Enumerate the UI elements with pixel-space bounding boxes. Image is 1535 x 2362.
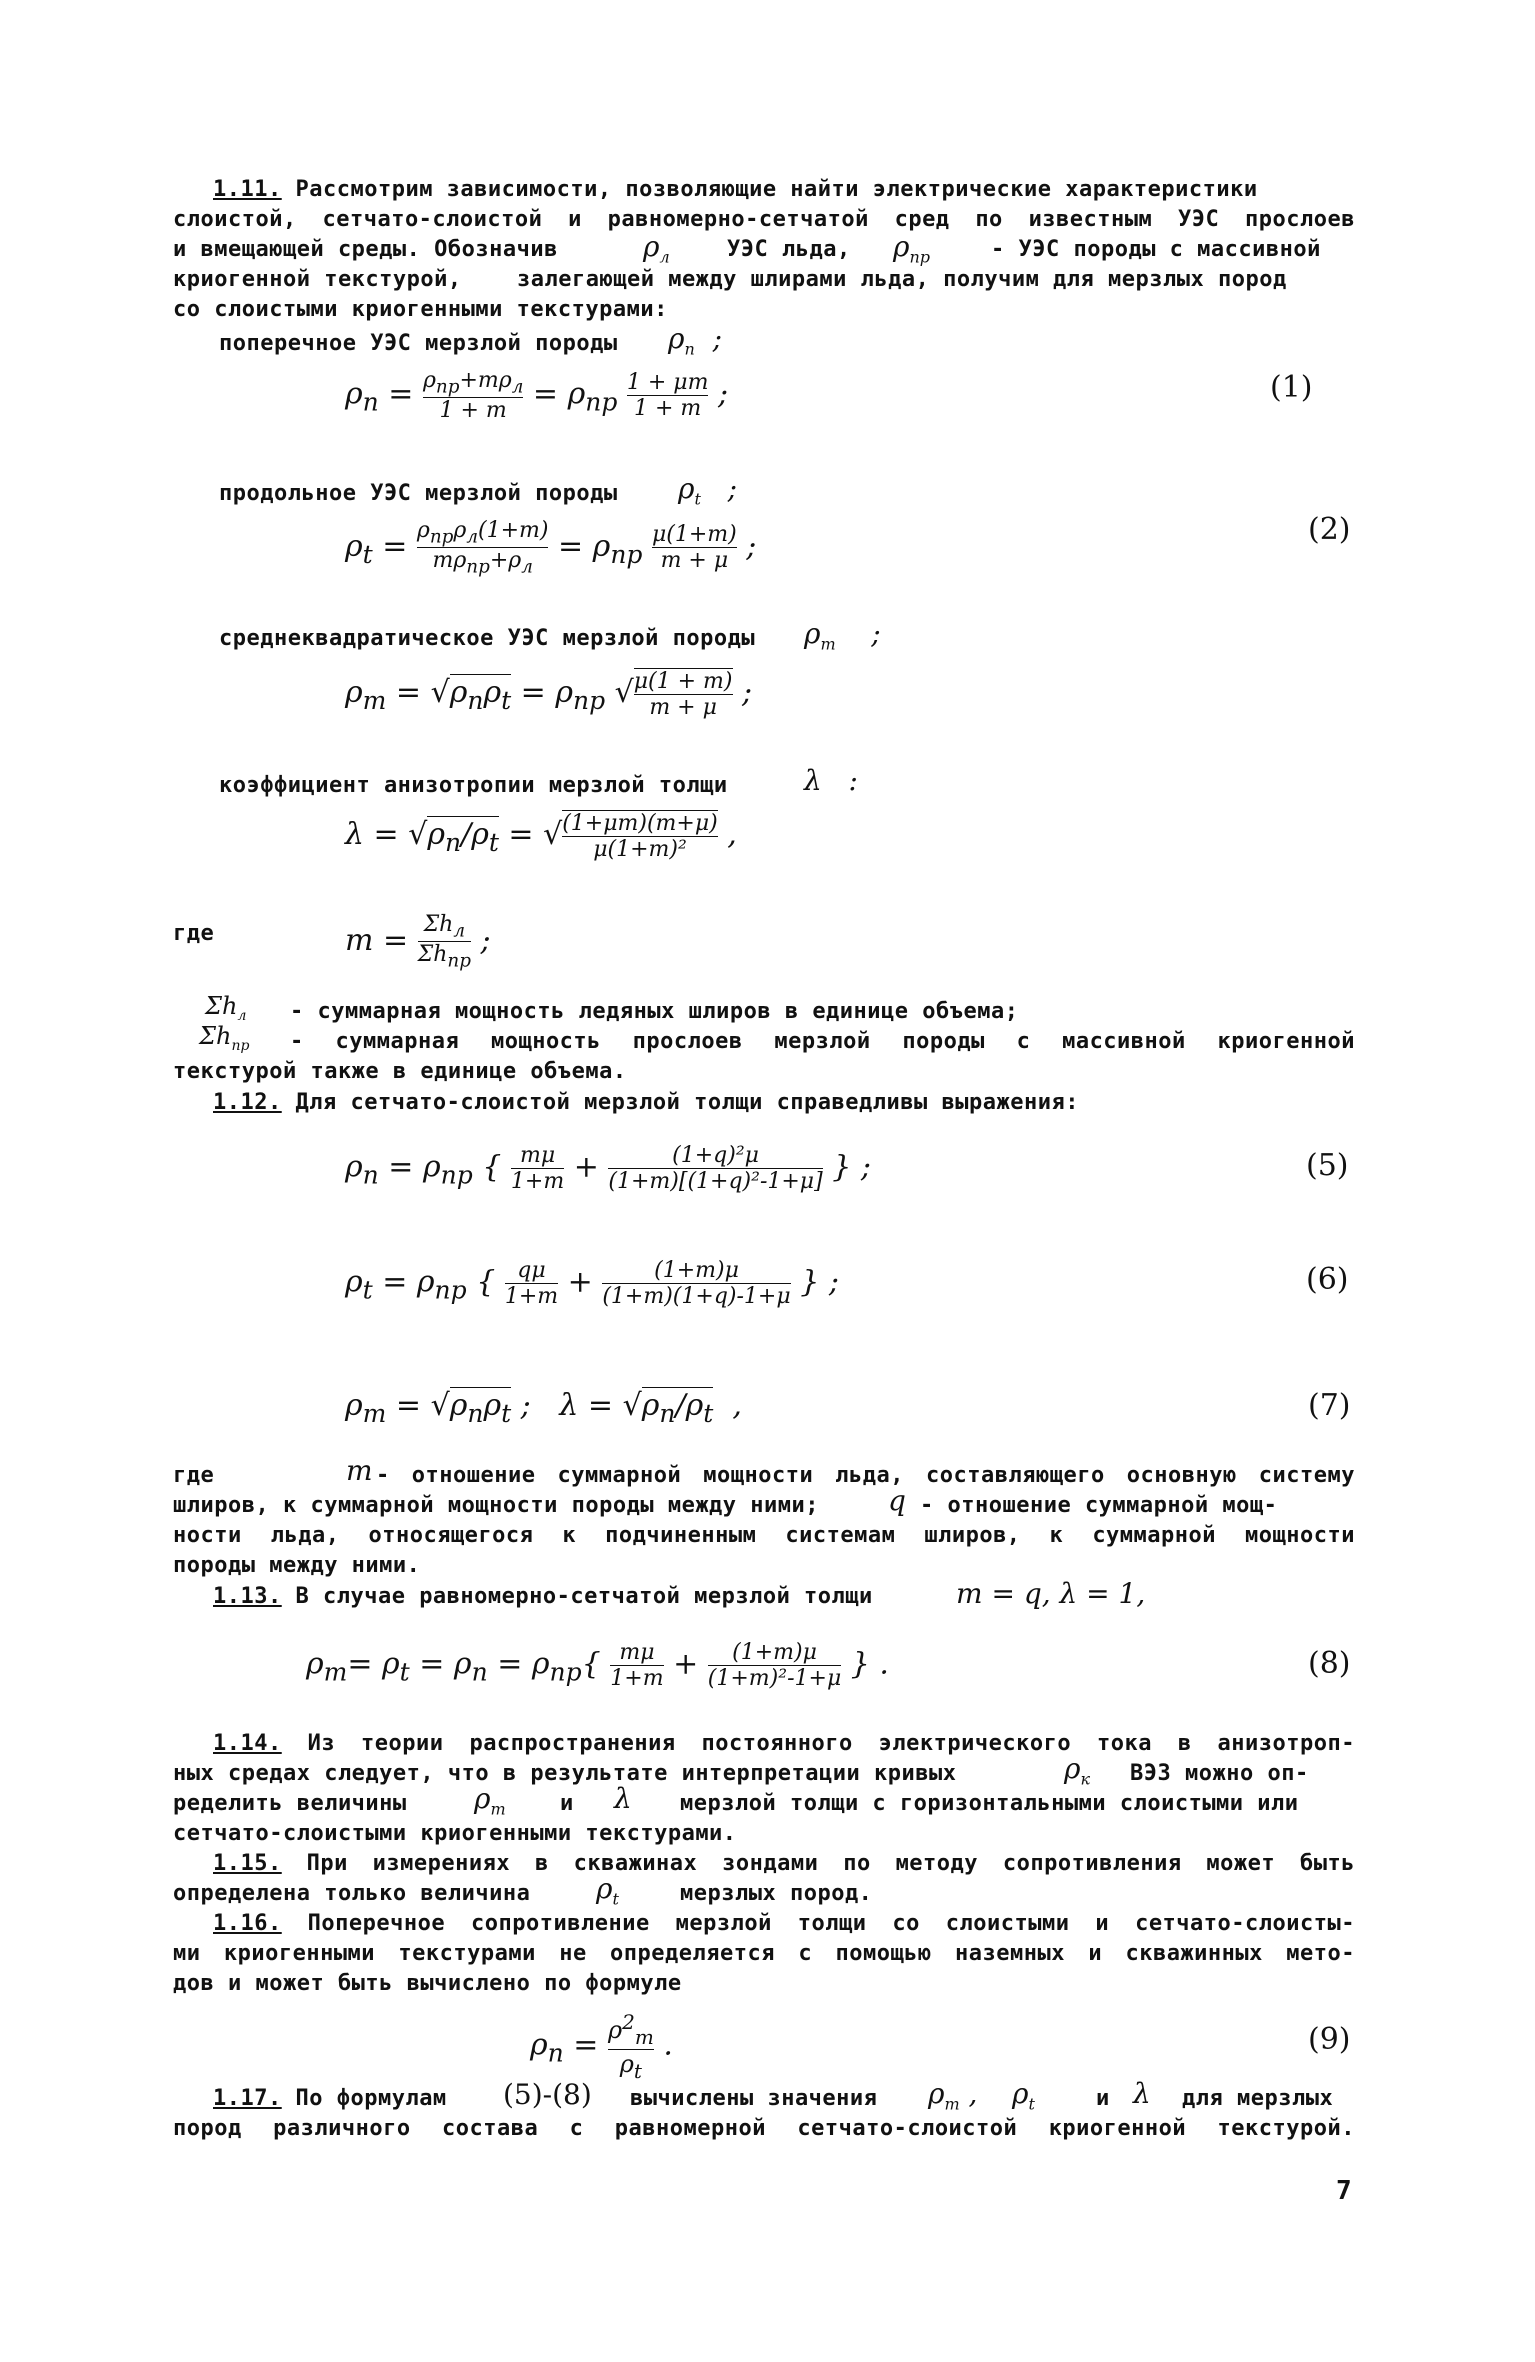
label-transverse: поперечное УЭС мерзлой породы: [219, 331, 618, 356]
definition-sum-rock-cont: текстурой также в единице объема.: [173, 1059, 627, 1084]
condition-m-equals-q: m = q, λ = 1,: [956, 1577, 1146, 1610]
paragraph-line: для мерзлых: [1182, 2086, 1334, 2111]
m-symbol: m: [346, 1454, 373, 1487]
formula-7: $\rho_m = √\rho_n\rho_t$ ; $\lambda = √\rho_n/\rho_t$ ,: [345, 1388, 742, 1428]
equation-number: (1): [1270, 370, 1313, 405]
rho-t-symbol: $\rho_t$: [1012, 2077, 1035, 2114]
label-anisotropy: коэффициент анизотропии мерзлой толщи: [219, 773, 728, 798]
paragraph-line: дов и может быть вычислено по формуле: [173, 1971, 682, 1996]
definition-sum-ice: - суммарная мощность ледяных шлиров в единице объема;: [290, 999, 1019, 1024]
paragraph-line: залегающей между шлирами льда, получим для мерзлых пород: [517, 267, 1287, 292]
formula-m: m = $\Sigma h_л$ $\Sigma h_{пр}$ ;: [345, 912, 491, 972]
label-where: где: [173, 1463, 215, 1488]
rho-k-symbol: $\rho_к$: [1064, 1752, 1091, 1789]
definition-m-cont: шлиров, к суммарной мощности породы между ними;: [173, 1493, 820, 1518]
rho-ice-symbol: $\rho_л$: [643, 230, 670, 267]
q-symbol: q: [888, 1484, 906, 1517]
formula-6: $\rho_t = \rho_{пр}$ { $\frac{q\mu}{1+m}$ + $\frac{(1+m)\mu}{(1+m)(1+q)-1+\mu}$ } ;: [345, 1258, 839, 1309]
equation-number: (5): [1306, 1148, 1349, 1183]
paragraph-line: ми криогенными текстурами не определяется с помощью наземных и скважинных мето-: [173, 1941, 1355, 1966]
formula-8: $\rho_m= \rho_t = \rho_n = \rho_{пр}${ $\frac{m\mu}{1+m}$ + $\frac{(1+m)\mu}{\text{(1+m)²-1+μ}}$ } .: [306, 1640, 889, 1691]
rho-rock-symbol: $\rho_{пр}$: [893, 230, 931, 267]
paragraph-line: и: [1096, 2086, 1110, 2111]
formula-anisotropy: $\lambda = √\rho_n/\rho_t$ = √ $\frac{(1+\mu m)(m+\mu)}{\text{μ(1+m)²}}$ ,: [345, 811, 737, 862]
formula-range: (5)-(8): [503, 2078, 592, 2111]
formula-2: $\rho_t$ = $\rho_{пр}\rho_л(1+m)$ $m\rho_{пр}+\rho_л$ = $\rho_{пр}$ $\frac{\mu(1+m)}{m + \mu}$ ;: [345, 518, 757, 578]
definition-m: - отношение суммарной мощности льда, составляющего основную систему: [376, 1463, 1355, 1488]
equation-number: (8): [1308, 1646, 1351, 1681]
lambda-symbol: λ :: [804, 764, 858, 797]
formula-rms: $\rho_m = √\rho_n\rho_t = \rho_{пр}$ √ $\frac{\mu(1 + m)}{m + \mu}$ ;: [345, 669, 753, 720]
definition-q: - отношение суммарной мощ-: [920, 1493, 1278, 1518]
paragraph-line: и: [560, 1791, 574, 1816]
section-number: 1.11.: [213, 177, 282, 202]
section-1-16-line-1: 1.16. Поперечное сопротивление мерзлой толщи со слоистыми и сетчато-слоисты-: [213, 1911, 1355, 1936]
page-number: 7: [1336, 2176, 1352, 2206]
equation-number: (6): [1306, 1262, 1349, 1297]
paragraph-line: определена только величина: [173, 1881, 531, 1906]
formula-1: $\rho_n$ = $\rho_{пр}+m\rho_л$ 1 + m = $\rho_{пр}$ $\frac{1 + \mu m}{1 + m}$ ;: [345, 368, 729, 424]
paragraph-line: ВЭЗ можно оп-: [1130, 1761, 1309, 1786]
rho-t-symbol: $\rho_t$: [596, 1872, 619, 1909]
section-1-13: 1.13. В случае равномерно-сетчатой мерзлой толщи: [213, 1584, 873, 1609]
paragraph-line: мерзлых пород.: [680, 1881, 873, 1906]
rho-n-symbol: $\rho_n$ ;: [668, 322, 723, 359]
label-longitudinal: продольное УЭС мерзлой породы: [219, 481, 618, 506]
rho-m-symbol: $\rho_m$ ;: [804, 617, 881, 654]
label-where: где: [173, 921, 215, 946]
definition-sum-rock: - суммарная мощность прослоев мерзлой породы с массивной криогенной: [290, 1029, 1355, 1054]
paragraph-line: и вмещающей среды. Обозначив: [173, 237, 558, 262]
paragraph-line: мерзлой толщи с горизонтальными слоистыми или: [680, 1791, 1299, 1816]
paragraph-line: слоистой, сетчато-слоистой и равномерно-сетчатой сред по известным УЭС прослоев: [173, 207, 1355, 232]
equation-number: (7): [1308, 1388, 1351, 1423]
definition-q-cont: ности льда, относящегося к подчиненным системам шлиров, к суммарной мощности: [173, 1523, 1355, 1548]
lambda-symbol: λ: [614, 1782, 632, 1815]
sum-rock-symbol: $\Sigma h_{пр}$: [199, 1022, 250, 1054]
paragraph-line: пород различного состава с равномерной сетчато-слоистой криогенной текстурой.: [173, 2116, 1355, 2141]
sum-ice-symbol: $\Sigma h_л$: [205, 992, 247, 1024]
rho-t-symbol: $\rho_t$ ;: [678, 472, 738, 509]
rho-m-symbol: $\rho_m$: [474, 1782, 506, 1819]
paragraph-line: - УЭС породы с массивной: [991, 237, 1321, 262]
equation-number: (2): [1308, 512, 1351, 547]
section-1-15-line-1: 1.15. При измерениях в скважинах зондами по методу сопротивления может быть: [213, 1851, 1355, 1876]
paragraph-line: ределить величины: [173, 1791, 407, 1816]
section-1-17-line-1: 1.17. По формулам: [213, 2086, 447, 2111]
section-1-14-line-1: 1.14. Из теории распространения постоянного электрического тока в анизотроп-: [213, 1731, 1355, 1756]
rho-m-symbol: $\rho_m$ ,: [928, 2077, 978, 2114]
paragraph-line: со слоистыми криогенными текстурами:: [173, 297, 668, 322]
formula-5: $\rho_n = \rho_{пр}$ { $\frac{m\mu}{1+m}$ + $\frac{\text{(1+q)²μ}}{\text{(1+m)[(1+q)²-1+μ]}}$ } ;: [345, 1143, 871, 1194]
paragraph-line: сетчато-слоистыми криогенными текстурами.: [173, 1821, 737, 1846]
label-rms: среднеквадратическое УЭС мерзлой породы: [219, 626, 756, 651]
paragraph-line: УЭС льда,: [727, 237, 851, 262]
definition-q-cont: породы между ними.: [173, 1553, 421, 1578]
paragraph-line: вычислены значения: [630, 2086, 878, 2111]
section-1-12: 1.12. Для сетчато-слоистой мерзлой толщи справедливы выражения:: [213, 1090, 1079, 1115]
formula-9: $\rho_n$ = $\frac{\rho^2_m}{\rho_t}$ .: [530, 2010, 673, 2083]
equation-number: (9): [1308, 2022, 1351, 2057]
section-1-11-line-1: 1.11. Рассмотрим зависимости, позволяющие найти электрические характеристики: [213, 177, 1258, 202]
paragraph-line: криогенной текстурой,: [173, 267, 462, 292]
lambda-symbol: λ: [1133, 2077, 1151, 2110]
paragraph-line: ных средах следует, что в результате интерпретации кривых: [173, 1761, 957, 1786]
